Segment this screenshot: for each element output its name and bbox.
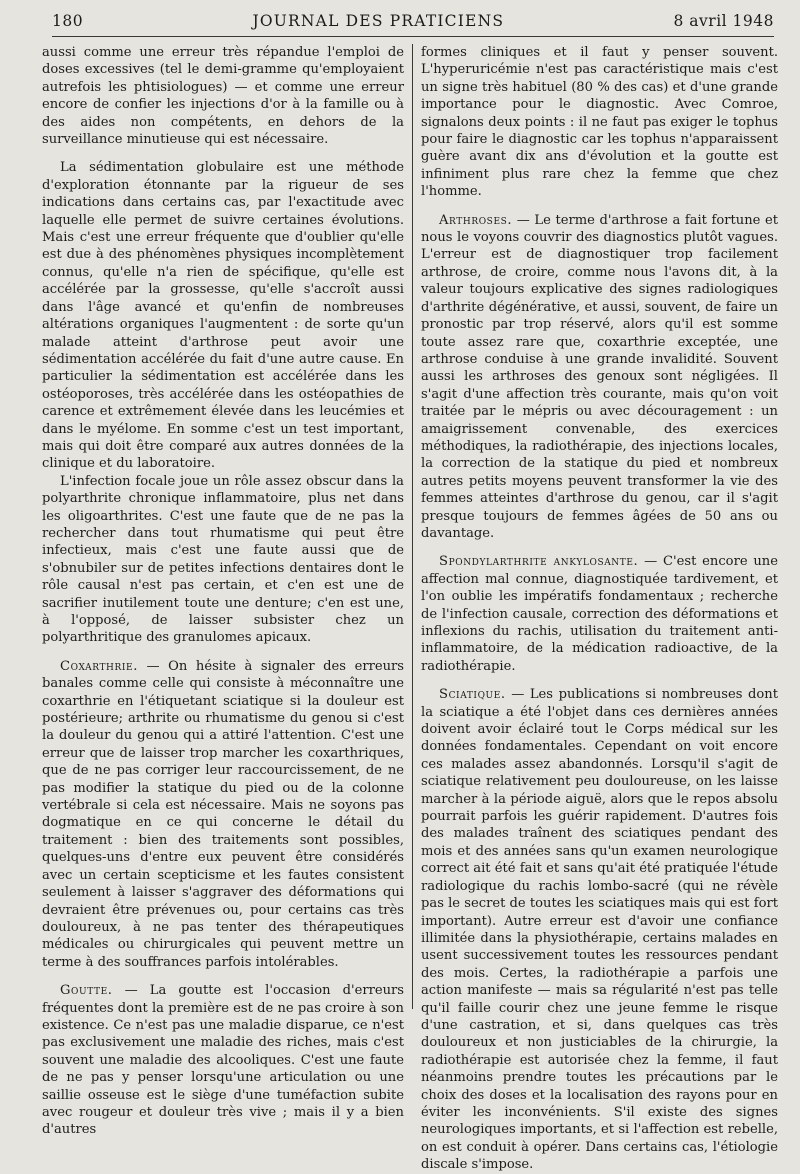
paragraph-gold-injections: aussi comme une erreur très répandue l'emploi de doses excessives (tel le demi-gramme qu'employaient autrefois les phtisiologues) — et comme une erreur encore de confier les injections d'or à la famille ou à des aides non compétents, en dehors de la surveillance minutieuse qui est nécessaire. <box>42 45 404 148</box>
section-text-arthroses: — Le terme d'arthrose a fait fortune et nous le voyons couvrir des diagnostics plutôt vagues. L'erreur est de diagnostiquer trop facilement arthrose, de croire, comme nous l'avons dit, à la valeur toujours explicative des signes radiologiques d'arthrite dégénérative, et aussi, souvent, de faire un pronostic par trop réservé, alors qu'il est somme toute assez rare que, coxarthrie exceptée, une arthrose conduise à une grande invalidité. Souvent aussi les arthroses des genoux sont négligées. Il s'agit d'une affection très courante, mais qu'on voit traitée par le mépris ou avec découragement : un amaigrissement convenable, des exercices méthodiques, la radiothérapie, des injections locales, la correction de la statique du pied et nombreux autres petits moyens peuvent transformer la vie des femmes atteintes d'arthrose du genou, car il s'agit presque toujours de femmes âgées de 50 ans ou davantage. <box>421 212 778 541</box>
page-number: 180 <box>52 12 84 30</box>
issue-date: 8 avril 1948 <box>673 12 774 30</box>
section-coxarthrie <box>42 658 404 971</box>
section-heading-spondylarthrite: Spondylarthrite ankylosante. <box>439 554 639 570</box>
section-arthroses <box>421 212 778 543</box>
paragraph-goutte-continued: formes cliniques et il faut y penser souvent. L'hyperuricémie n'est pas caractéristique mais c'est un signe très habituel (80 % des cas) et d'une grande importance pour le diagnostic. Avec Comroe, signalons deux points : il ne faut pas exiger le tophus pour faire le diagnostic car les tophus n'apparaissent guère avant dix ans d'évolution et la goutte est infiniment plus rare chez la femme que chez l'homme. <box>421 45 778 200</box>
paragraph-focal-infection: L'infection focale joue un rôle assez obscur dans la polyarthrite chronique inflammatoire, plus net dans les oligoarthrites. C'est une faute que de ne pas la rechercher dans tout rhumatisme qui peut être infectieux, mais c'est une faute aussi que de s'obnubiler sur de petites infections dentaires dont le rôle causal n'est pas certain, et c'en est une de sacrifier inutilement toute une denture; c'en est une, à l'opposé, de laisser subsister chez un polyarthritique des granulomes apicaux. <box>42 473 404 646</box>
right-column <box>421 44 778 1173</box>
section-heading-goutte: Goutte. <box>60 983 113 999</box>
section-spondylarthrite <box>421 553 778 675</box>
section-text-spondylarthrite: — C'est encore une affection mal connue, diagnostiquée tardivement, et l'on oublie les impératifs fondamentaux ; recherche de l'infection causale, correction des déformations et inflexions du rachis, utilisation du traitement anti-inflammatoire, de la médication radioactive, de la radiothérapie. <box>421 554 778 674</box>
column-divider <box>412 44 413 1009</box>
section-heading-arthroses: Arthroses. <box>439 212 513 228</box>
header-rule <box>52 36 774 37</box>
running-header <box>52 12 774 36</box>
section-text-coxarthrie: — On hésite à signaler des erreurs banales comme celle qui consiste à méconnaître une coxarthrie en l'étiquetant sciatique si la douleur est postérieure; arthrite ou rhumatisme du genou si c'est la douleur du genou qui a attiré l'attention. C'est une erreur que de laisser trop marcher les coxarthriques, que de ne pas corriger leur raccourcissement, de ne pas modifier la statique du pied ou de la colonne vertébrale si cela est nécessaire. Mais ne soyons pas dogmatique en ce qui concerne le détail du traitement : bien des traitements sont possibles, quelques-uns d'entre eux peuvent être considérés avec un certain scepticisme et les fautes consistent seulement à laisser s'aggraver des déformations qui devraient être prévenues ou, pour certains cas très douloureux, à ne pas tenter des thérapeutiques médicales ou chirurgicales qui peuvent mettre un terme à des souffrances parfois intolérables. <box>42 658 404 970</box>
section-sciatique <box>421 686 778 1173</box>
paragraph-sedimentation: La sédimentation globulaire est une méthode d'exploration étonnante par la rigueur de ses indications dans certains cas, par l'exactitude avec laquelle elle permet de suivre certaines évolutions. Mais c'est une erreur fréquente que d'oublier qu'elle est due à des phénomènes physiques incomplètement connus, qu'elle n'a rien de spécifique, qu'elle est accélérée par la grossesse, qu'elle s'accroît aussi dans l'âge avancé et qu'enfin de nombreuses altérations organiques l'augmentent : de sorte qu'un malade atteint d'arthrose peut avoir une sédimentation accélérée du fait d'une autre cause. En particulier la sédimentation est accélérée dans les ostéoporoses, très accélérée dans les ostéopathies de carence et extrêmement élevée dans les leucémies et dans le myélome. En somme c'est un test important, mais qui doit être comparé aux autres données de la clinique et du laboratoire. <box>42 160 404 472</box>
left-column <box>42 44 404 1138</box>
section-heading-sciatique: Sciatique. <box>439 687 506 703</box>
journal-title: JOURNAL DES PRATICIENS <box>252 12 505 30</box>
section-text-goutte: — La goutte est l'occasion d'erreurs fréquentes dont la première est de ne pas croire à son existence. Ce n'est pas une maladie disparue, ce n'est pas exclusivement une maladie des riches, mais c'est souvent une maladie des alcooliques. C'est une faute de ne pas y penser lorsqu'une articulation ou une saillie osseuse est le siège d'une tuméfaction subite avec rougeur et douleur très vive ; mais il y a bien d'autres <box>42 983 404 1138</box>
section-heading-coxarthrie: Coxarthrie. <box>60 658 138 674</box>
section-goutte <box>42 982 404 1139</box>
section-text-sciatique: — Les publications si nombreuses dont la sciatique a été l'objet dans ces dernières années doivent avoir éclairé tout le Corps médical sur les données fondamentales. Cependant on voit encore ces malades assez abandonnés. Lorsqu'il s'agit de sciatique relativement peu douloureuse, on les laisse marcher à la période aiguë, alors que le repos absolu pourrait parfois les guérir rapidement. D'autres fois des malades traînent des sciatiques pendant des mois et des années sans qu'un examen neurologique correct ait été fait et sans qu'ait été pratiquée l'étude radiologique du rachis lombo-sacré (qui ne révèle pas le secret de toutes les sciatiques mais qui est fort important). Autre erreur est d'avoir une confiance illimitée dans la physiothérapie, certains malades en usent successivement toutes les ressources pendant des mois. Certes, la radiothérapie a parfois une action manifeste — mais sa régularité n'est pas telle qu'il faille courir chez une jeune femme le risque d'une castration, et si, dans quelques cas très douloureux et non justiciables de la chirurgie, la radiothérapie est autorisée chez la femme, il faut néanmoins prendre toutes les précautions par le choix des doses et la localisation des rayons pour en éviter les inconvénients. S'il existe des signes neurologiques importants, et si l'affection est rebelle, on est conduit à opérer. Dans certains cas, l'étiologie discale s'impose. <box>421 687 778 1173</box>
